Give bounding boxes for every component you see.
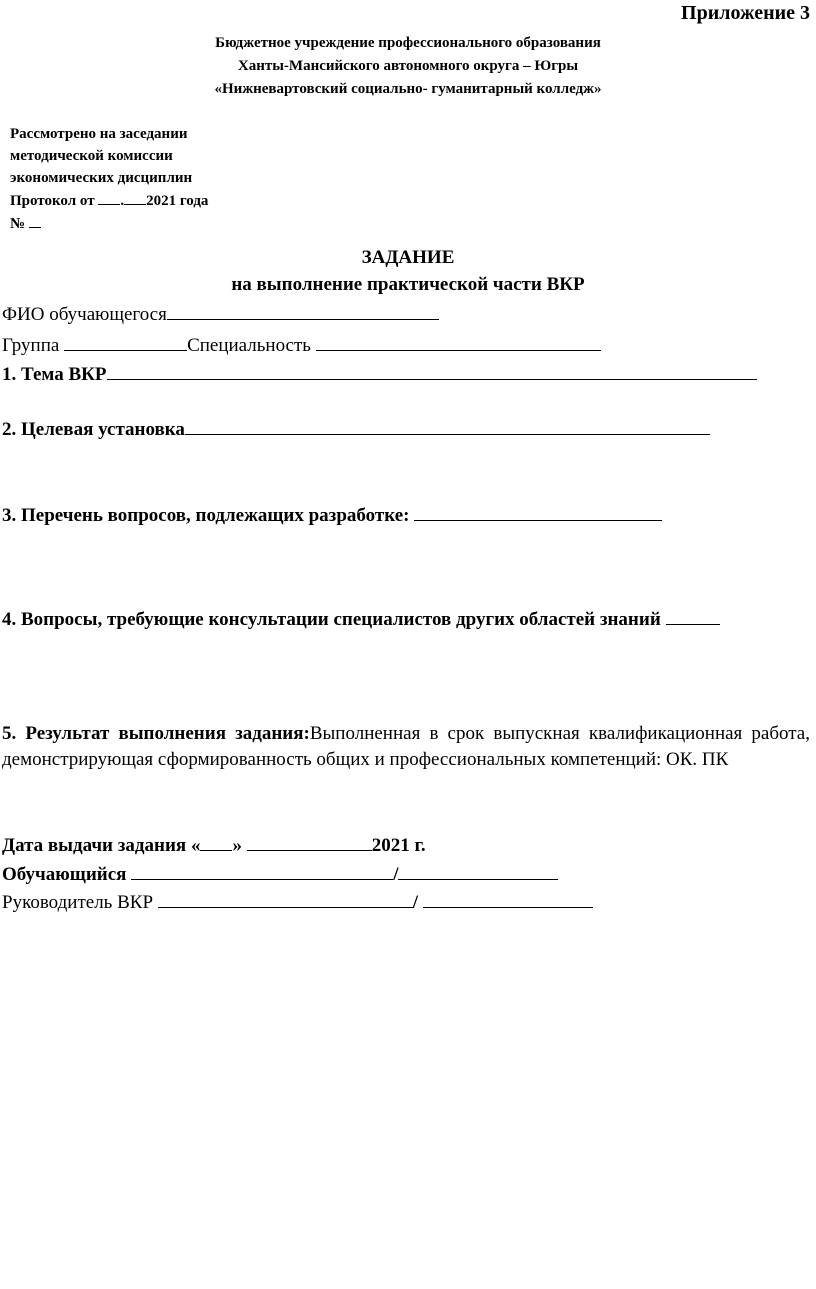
supervisor-signature-line [2,892,593,914]
institution-line-3: «Нижневартовский социально- гуманитарный колледж» [214,81,602,97]
protocol-number-label: № [10,216,26,232]
consult-blank [666,609,720,625]
group-blank [64,335,187,351]
protocol-prefix: Протокол от [10,193,95,209]
approval-line-3: экономических дисциплин [10,170,193,186]
student-name-signature-blank [131,864,393,880]
approval-line-2: методической комиссии [10,148,173,164]
result-section [2,721,810,773]
consult-label: 4. Вопросы, требующие консультации специалистов других областей знаний [2,609,661,630]
goal-blank [185,419,710,435]
questions-label: 3. Перечень вопросов, подлежащих разработке: [2,505,410,526]
document-title: ЗАДАНИЕ [361,247,455,268]
protocol-number-line [10,212,208,235]
institution-line-1: Бюджетное учреждение профессионального образования [215,35,601,51]
issue-date-line [2,835,426,857]
approval-block [10,123,208,235]
issue-month-blank [247,835,372,851]
questions-section [2,505,662,527]
goal-section [2,419,710,441]
topic-section [2,364,757,386]
protocol-day-blank [98,189,120,205]
student-signature-blank [398,864,558,880]
protocol-sep: . [120,193,125,209]
result-text: Выполненная в срок выпускная квалификационная работа, демонстрирующая сформированность общих и профессиональных компетенций: ОК. ПК [2,723,810,770]
protocol-line [10,189,208,212]
student-signature-label: Обучающийся [2,864,127,885]
issue-date-year: 2021 г. [371,835,426,856]
topic-label: 1. Тема ВКР [2,364,107,385]
student-signature-slash: / [393,864,399,885]
student-name-field [2,304,439,326]
protocol-number-blank [29,212,41,228]
issue-date-open-quote: « [190,835,201,856]
student-name-label: ФИО обучающегося [2,304,167,325]
student-name-blank [167,304,439,320]
supervisor-signature-label: Руководитель ВКР [2,892,154,913]
goal-label: 2. Целевая установка [2,419,185,440]
institution-line-2: Ханты-Мансийского автономного округа – Югры [237,58,579,74]
approval-line-1: Рассмотрено на заседании [10,126,188,142]
specialty-label: Специальность [187,335,311,356]
issue-day-blank [200,835,232,851]
supervisor-name-blank [158,892,413,908]
group-specialty-field [2,335,601,357]
specialty-blank [316,335,601,351]
student-signature-line [2,864,558,886]
topic-blank [107,364,757,380]
result-label: 5. Результат выполнения задания: [2,723,310,744]
issue-date-label: Дата выдачи задания [2,835,187,856]
consult-section [2,607,810,633]
questions-blank [414,505,662,521]
protocol-year: 2021 года [146,193,209,209]
protocol-month-blank [124,189,146,205]
supervisor-signature-slash: / [412,892,419,913]
group-label: Группа [2,335,60,356]
issue-date-close-quote: » [232,835,242,856]
appendix-label: Приложение 3 [681,2,810,24]
supervisor-signature-blank [423,892,593,908]
document-subtitle: на выполнение практической части ВКР [231,274,585,295]
